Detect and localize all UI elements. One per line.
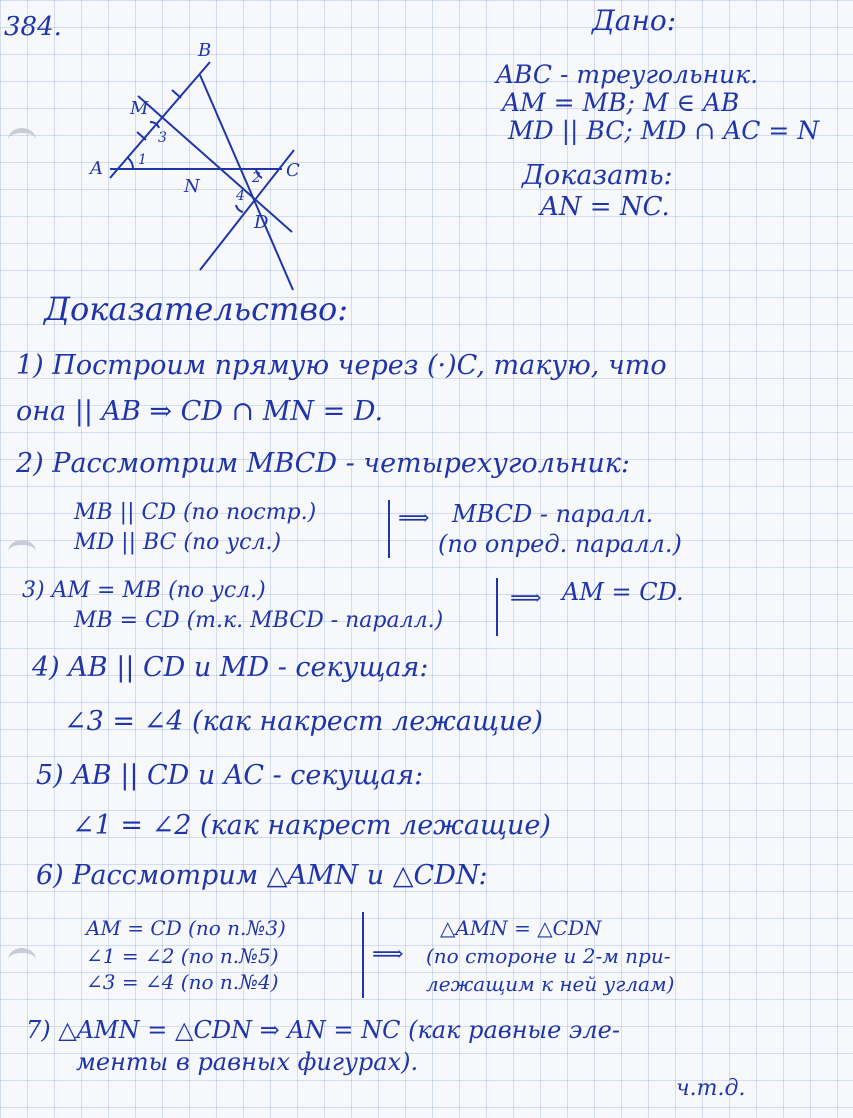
step-2-heading: 2) Рассмотрим MBCD - четырехугольник: (16, 448, 630, 479)
step-4-body: ∠3 = ∠4 (как накрест лежащие) (64, 706, 543, 737)
problem-number: 384. (4, 12, 62, 42)
prove-heading: Доказать: (522, 160, 673, 191)
step-3-left-2: MB = CD (т.к. MBCD - паралл.) (74, 608, 444, 633)
given-heading: Дано: (592, 4, 677, 37)
step-6-brace (362, 912, 364, 998)
step-3-left-1: 3) AM = MB (по усл.) (22, 578, 266, 603)
label-A: A (90, 158, 103, 179)
label-angle-3: 3 (158, 130, 167, 146)
label-angle-1: 1 (138, 152, 147, 168)
step-6-right-3: лежащим к ней углам) (426, 972, 675, 996)
label-N: N (184, 176, 200, 197)
label-angle-2: 2 (252, 170, 261, 186)
step-7-line-2: менты в равных фигурах). (76, 1048, 419, 1076)
step-3-brace (496, 578, 498, 636)
step-1-line-1: 1) Построим прямую через (·)C, такую, что (16, 350, 667, 381)
label-M: M (130, 98, 149, 119)
step-6-left-3: ∠3 = ∠4 (по п.№4) (86, 970, 279, 994)
step-4-heading: 4) AB || CD и MD - секущая: (32, 652, 429, 683)
step-2-right-2: (по опред. паралл.) (438, 530, 682, 558)
given-line-3: MD || BC; MD ∩ AC = N (508, 116, 820, 145)
given-line-1: ABC - треугольник. (496, 60, 759, 89)
step-2-arrow: ⟹ (398, 506, 430, 531)
step-6-right-2: (по стороне и 2-м при- (426, 944, 671, 968)
step-5-heading: 5) AB || CD и AC - секущая: (36, 760, 424, 791)
label-B: B (198, 40, 212, 61)
step-3-arrow: ⟹ (510, 586, 542, 611)
step-2-right-1: MBCD - паралл. (452, 500, 654, 528)
proof-heading: Доказательство: (44, 290, 349, 328)
step-7-line-1: 7) △AMN = △CDN ⇒ AN = NC (как равные эле- (26, 1016, 620, 1044)
step-6-right-1: △AMN = △CDN (440, 916, 602, 940)
step-5-body: ∠1 = ∠2 (как накрест лежащие) (72, 810, 551, 841)
step-6-heading: 6) Рассмотрим △AMN и △CDN: (36, 860, 488, 891)
step-2-left-1: MB || CD (по постр.) (74, 500, 317, 525)
label-C: C (286, 160, 300, 181)
prove-statement: AN = NC. (540, 192, 670, 222)
label-angle-4: 4 (236, 188, 245, 204)
qed-mark: ч.т.д. (676, 1076, 746, 1101)
step-6-arrow: ⟹ (372, 942, 404, 967)
step-1-line-2: она || AB ⇒ CD ∩ MN = D. (16, 396, 384, 427)
label-D: D (254, 212, 269, 233)
step-6-left-2: ∠1 = ∠2 (по п.№5) (86, 944, 279, 968)
step-2-left-2: MD || BC (по усл.) (74, 530, 282, 555)
step-6-left-1: AM = CD (по п.№3) (86, 916, 286, 940)
step-2-brace (388, 500, 390, 558)
given-line-2: AM = MB; M ∈ AB (502, 88, 740, 117)
step-3-right: AM = CD. (562, 578, 684, 606)
